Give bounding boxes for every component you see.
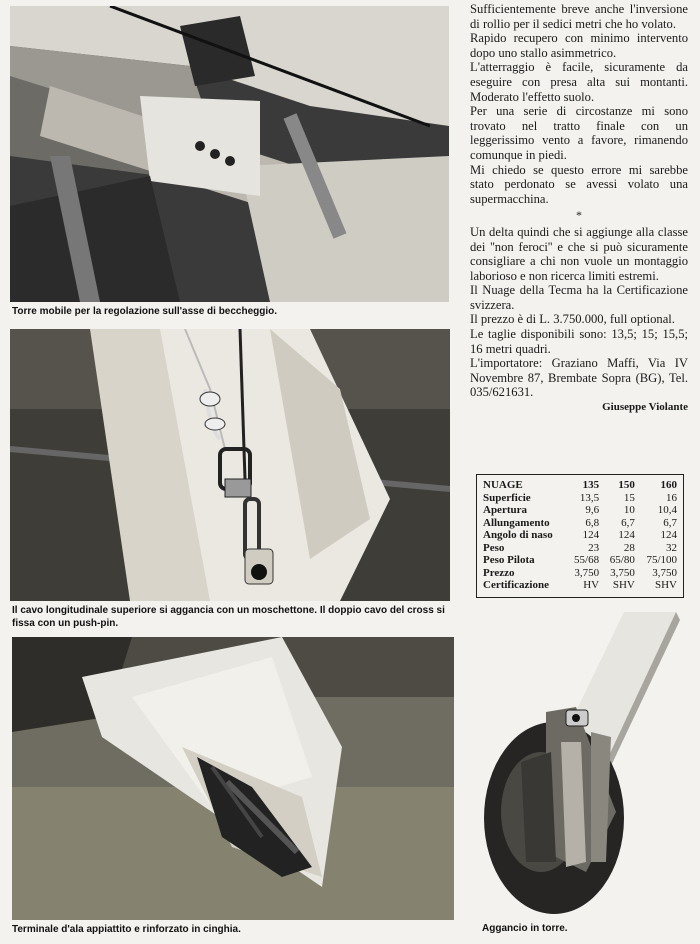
spec-value: 32 <box>666 541 677 554</box>
caption-cable-hook: Il cavo longitudinale superiore si aggancia con un moschettone. Il doppio cavo del cross si fissa con un push-pin. <box>12 605 445 629</box>
spec-label: Superficie <box>483 491 531 504</box>
caption-wing-tip: Terminale d'ala appiattito e rinforzato in cinghia. <box>12 924 241 935</box>
article-paragraph: L'atterraggio è facile, sicuramente da eseguire con presa alta sui montanti. Moderato l'effetto suolo. <box>470 60 688 104</box>
spec-value: 124 <box>618 529 635 541</box>
spec-value: 3,750 <box>610 566 635 579</box>
article-paragraph: L'importatore: Graziano Maffi, Via IV Novembre 87, Brembate Sopra (BG), Tel. 035/621631. <box>470 356 688 400</box>
spec-header-cell: 150 <box>618 479 635 491</box>
article-paragraph: Sufficientemente breve anche l'inversione di rollio per il sedici metri che ho volato. <box>470 2 688 31</box>
caption-tower-hook: Aggancio in torre. <box>482 923 568 934</box>
spec-table-row <box>483 579 677 592</box>
photo-wing-tip <box>12 637 454 920</box>
spec-table <box>476 474 684 598</box>
spec-value: 3,750 <box>574 566 600 579</box>
spec-label: Prezzo <box>483 566 515 579</box>
spec-value: 16 <box>666 491 677 504</box>
spec-value: 75/100 <box>646 554 677 566</box>
photo-tower-hook <box>466 612 688 918</box>
spec-value: 65/80 <box>609 554 635 566</box>
spec-label: Allungamento <box>483 516 550 529</box>
spec-value: 10,4 <box>657 504 677 516</box>
photo-cable-hook-graphic <box>10 329 450 601</box>
spec-table-row <box>483 492 677 505</box>
spec-label: Peso Pilota <box>483 554 535 566</box>
photo-pitch-tower <box>10 6 449 302</box>
spec-value: HV <box>583 579 600 591</box>
photo-cable-hook <box>10 329 450 601</box>
spec-header-cell: NUAGE <box>483 479 523 491</box>
spec-value: 124 <box>660 529 677 541</box>
spec-table-row <box>483 504 677 517</box>
photo-wing-tip-graphic <box>12 637 454 920</box>
spec-value: 6,7 <box>621 516 635 529</box>
author-signature: Giuseppe Violante <box>602 401 688 414</box>
spec-value: SHV <box>654 579 677 591</box>
spec-value: 124 <box>582 529 600 541</box>
spec-table-row <box>483 542 677 555</box>
spec-label: Peso <box>483 541 505 554</box>
article-paragraph: Il Nuage della Tecma ha la Certificazione svizzera. <box>470 283 688 312</box>
spec-label: Angolo di naso <box>483 529 553 541</box>
article-paragraph: Rapido recupero con minimo intervento dopo uno stallo asimmetrico. <box>470 31 688 60</box>
spec-value: 6,8 <box>585 516 600 529</box>
spec-value: SHV <box>612 579 635 591</box>
article-paragraph: Il prezzo è di L. 3.750.000, full optional. <box>470 312 675 327</box>
section-separator: * <box>576 208 582 223</box>
article-paragraph: Mi chiedo se questo errore mi sarebbe stato perdonato se avessi volato una supermacchina. <box>470 162 688 206</box>
spec-value: 13,5 <box>579 491 600 504</box>
spec-table-row <box>483 517 677 530</box>
caption-pitch-tower: Torre mobile per la regolazione sull'asse di beccheggio. <box>12 306 278 317</box>
article-paragraph: Le taglie disponibili sono: 13,5; 15; 15,5; 16 metri quadri. <box>470 327 688 356</box>
spec-header-cell: 135 <box>582 479 600 491</box>
spec-table-row <box>483 567 677 580</box>
spec-table-row <box>483 529 677 542</box>
spec-value: 23 <box>588 541 600 554</box>
spec-header-cell: 160 <box>660 479 677 491</box>
article-text <box>470 2 688 415</box>
spec-value: 3,750 <box>652 566 677 579</box>
spec-value: 55/68 <box>574 554 600 566</box>
spec-value: 9,6 <box>585 504 600 516</box>
spec-label: Apertura <box>483 504 527 516</box>
photo-tower-hook-graphic <box>466 612 688 918</box>
spec-value: 28 <box>623 541 635 554</box>
spec-table-row <box>483 554 677 567</box>
spec-table-header <box>483 479 677 492</box>
article-paragraph: Per una serie di circostanze mi sono trovato nel tratto finale con un leggerissimo vento a favore, rimanendo comunque in piedi. <box>470 104 688 162</box>
photo-pitch-tower-graphic <box>10 6 449 302</box>
spec-value: 6,7 <box>663 516 677 529</box>
spec-label: Certificazione <box>483 579 549 591</box>
article-paragraph: Un delta quindi che si aggiunge alla classe dei ''non feroci'' e che si può sicuramente consigliare a chi non vuole un montaggio laborioso e non ricerca limiti estremi. <box>470 224 688 283</box>
spec-value: 10 <box>623 504 635 516</box>
spec-value: 15 <box>623 491 635 504</box>
